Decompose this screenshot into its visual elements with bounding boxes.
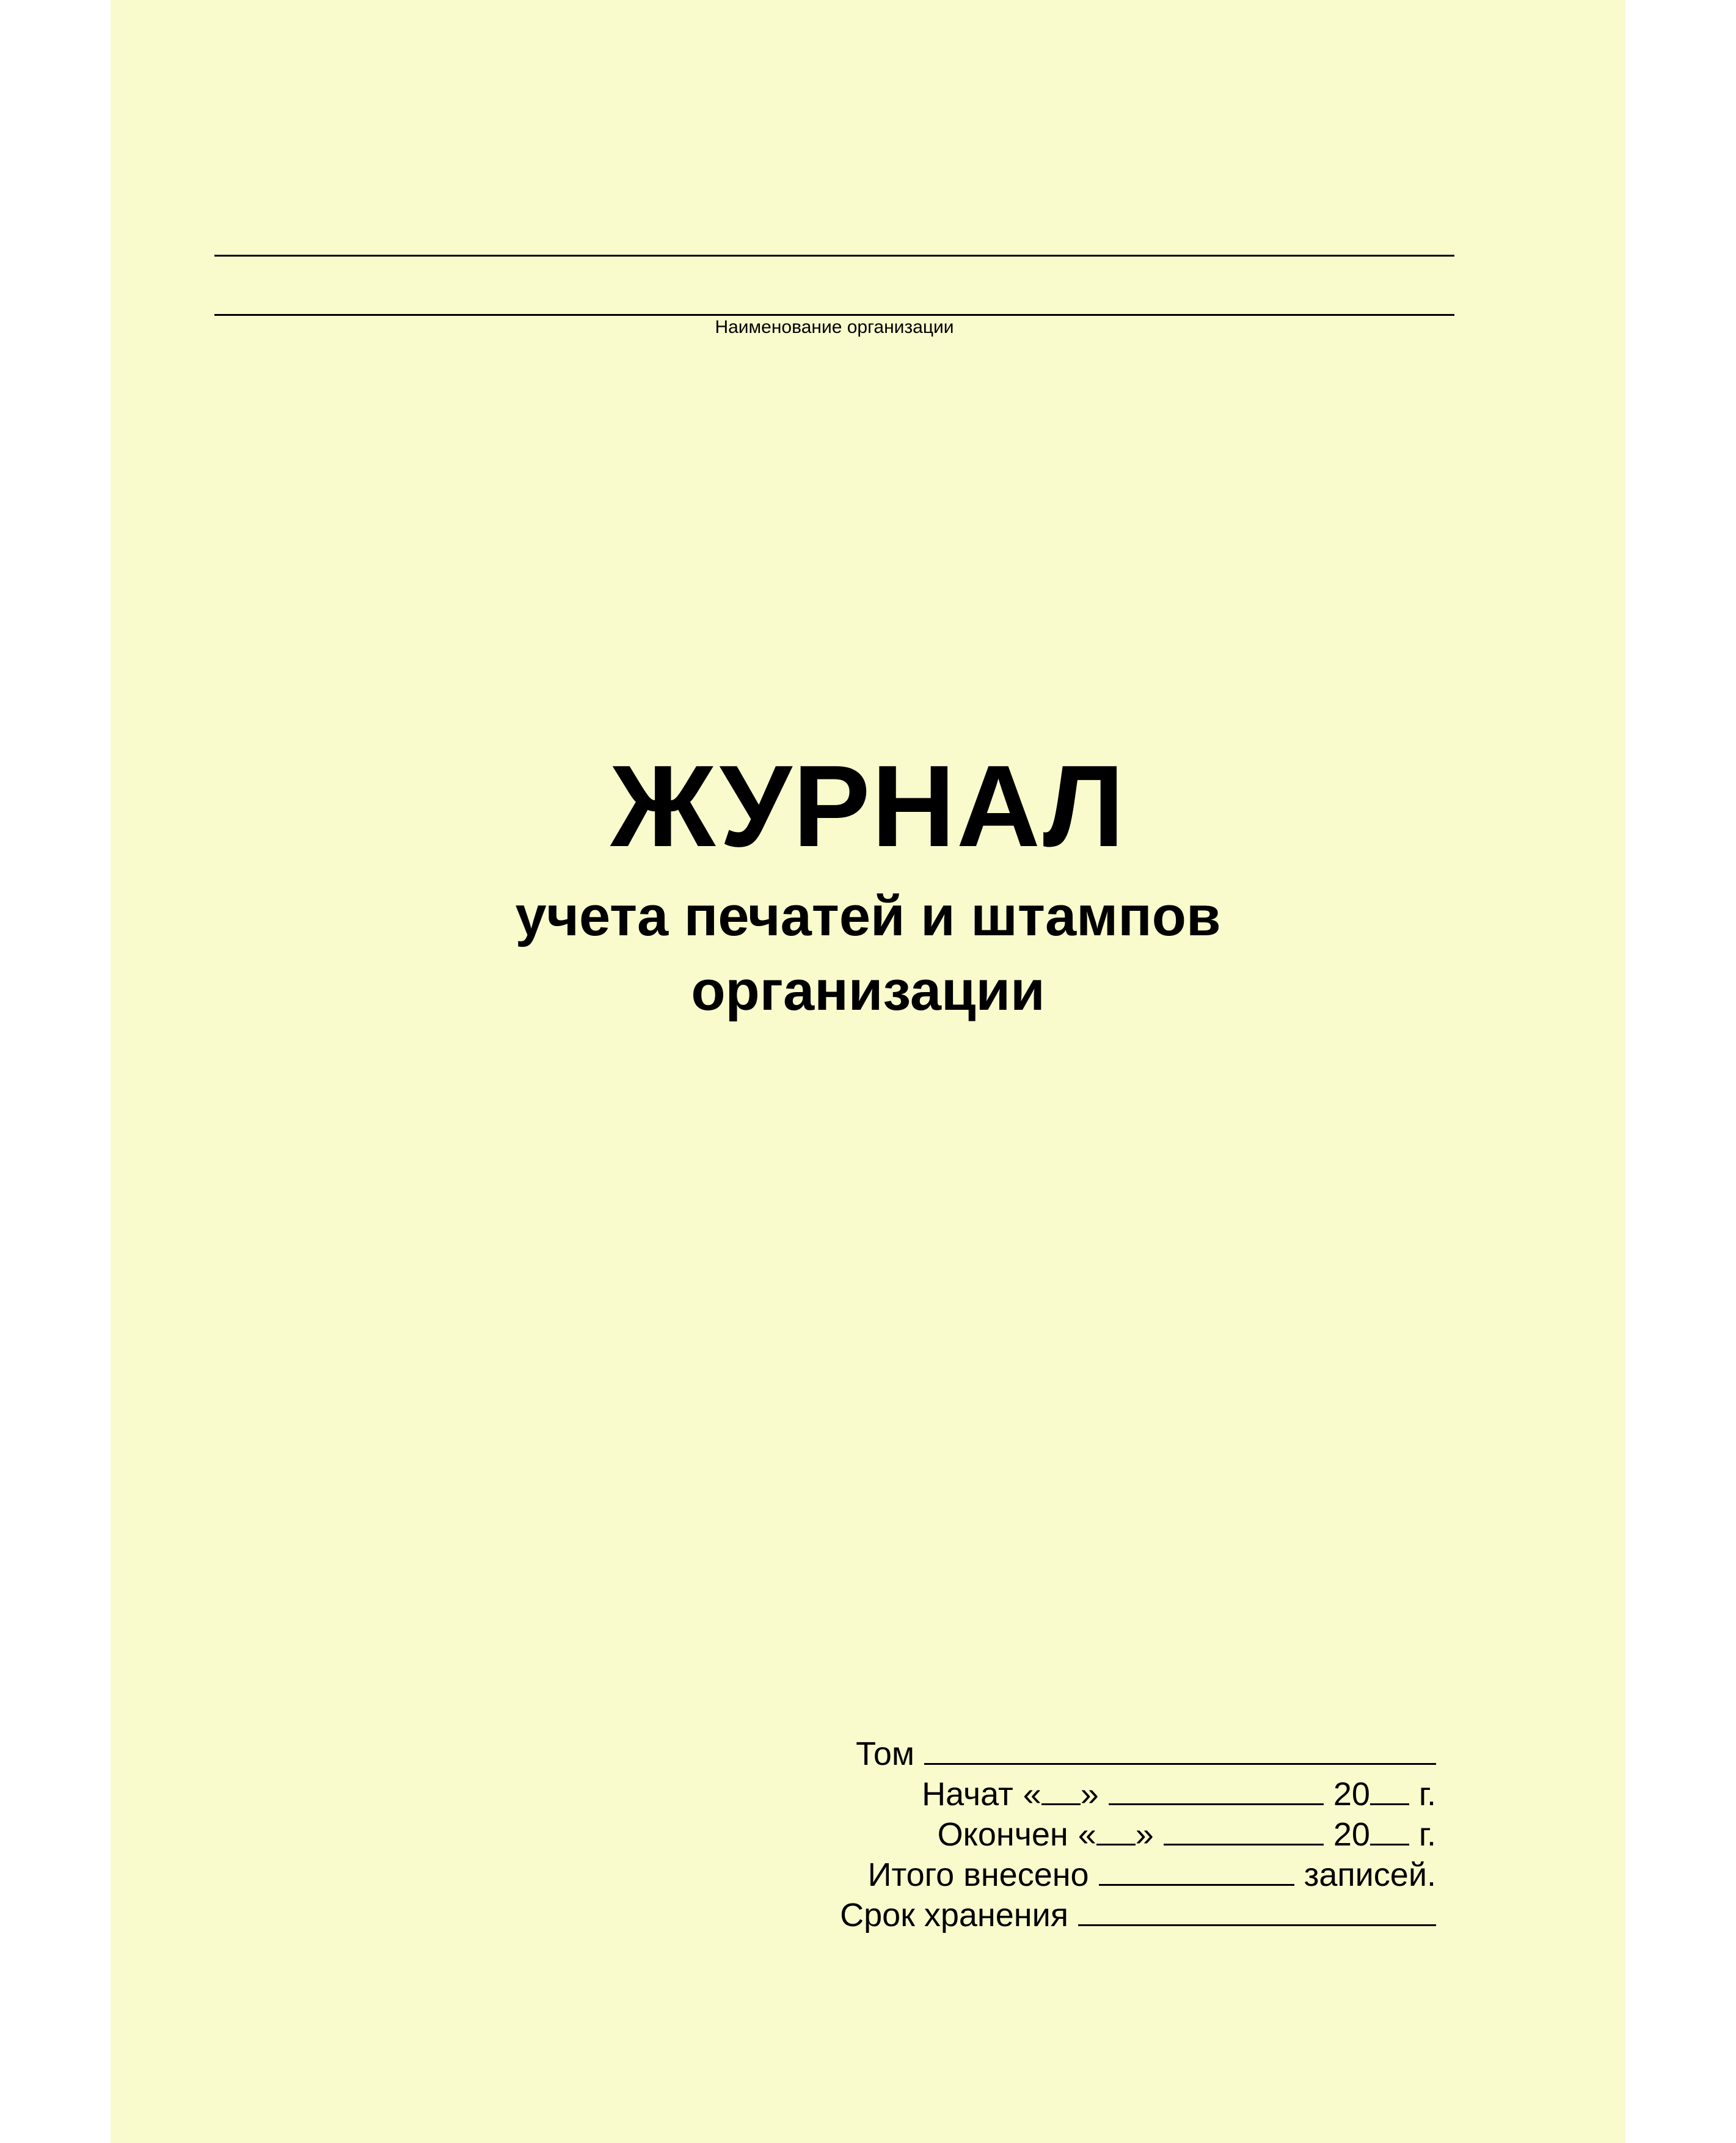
volume-label: Том [856,1736,914,1772]
started-year-blank[interactable] [1370,1776,1409,1805]
journal-title: ЖУРНАЛ [610,742,1126,871]
started-row [840,1774,1436,1814]
finished-quote-close: » [1135,1816,1154,1853]
started-quote-open: « [1023,1776,1041,1813]
retention-blank[interactable] [1078,1897,1436,1926]
organization-name-line-1[interactable] [214,255,1454,257]
journal-subtitle-line-1: учета печатей и штампов [515,885,1221,947]
finished-month-blank[interactable] [1164,1817,1324,1845]
finished-quote-open: « [1078,1816,1096,1853]
started-year-prefix: 20 [1333,1776,1370,1813]
finished-row [840,1814,1436,1855]
finished-year-prefix: 20 [1333,1816,1370,1853]
journal-cover [111,0,1625,2143]
finished-label: Окончен [937,1816,1068,1853]
retention-label: Срок хранения [840,1897,1068,1933]
journal-subtitle-line-2: организации [691,960,1045,1022]
volume-row [840,1734,1436,1774]
total-label: Итого внесено [867,1856,1089,1893]
started-day-blank[interactable] [1041,1776,1081,1805]
retention-row [840,1895,1436,1935]
organization-name-line-2[interactable] [214,314,1454,316]
finished-day-blank[interactable] [1096,1817,1136,1845]
started-quote-close: » [1080,1776,1099,1813]
started-label: Начат [922,1776,1013,1813]
started-year-suffix: г. [1418,1776,1436,1813]
total-count-blank[interactable] [1099,1857,1294,1886]
total-suffix: записей. [1304,1856,1436,1893]
total-row [840,1855,1436,1895]
finished-year-suffix: г. [1418,1816,1436,1853]
cover-fields [840,1734,1436,1935]
started-month-blank[interactable] [1109,1776,1324,1805]
finished-year-blank[interactable] [1370,1817,1409,1845]
organization-name-caption: Наименование организации [715,317,954,337]
volume-blank[interactable] [924,1736,1436,1765]
